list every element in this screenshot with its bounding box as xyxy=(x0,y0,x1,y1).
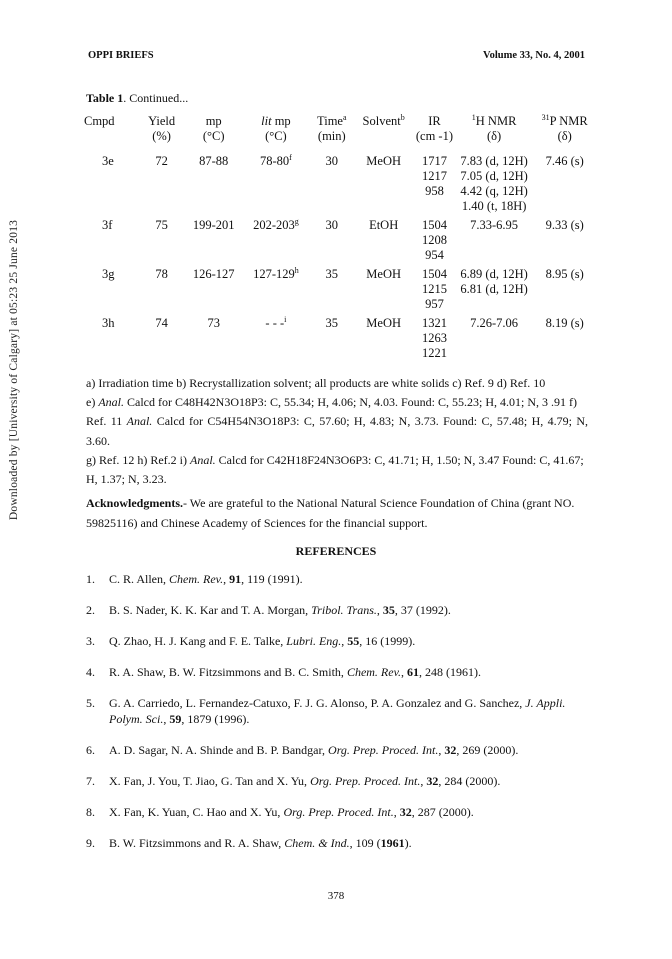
table-header-row xyxy=(84,112,596,129)
col-solvent: Solvent$^b$ xyxy=(362,112,405,128)
reference-item: 7. X. Fan, J. You, T. Jiao, G. Tan and X. Yu, Org. Prep. Proced. Int., 32, 284 (2000). xyxy=(86,774,501,788)
cell-mp: 87-88 xyxy=(199,154,229,168)
references-heading: REFERENCES xyxy=(295,544,377,558)
cell-cmpd: 3f xyxy=(102,218,113,232)
data-table xyxy=(84,112,596,361)
col-ir: IR xyxy=(428,114,441,128)
cell-ir: 1321 1263 1221 xyxy=(421,316,447,360)
table-caption: Table 1. Continued... xyxy=(86,91,189,105)
cell-h-nmr: 7.26-7.06 xyxy=(470,316,519,330)
col-mp: mp xyxy=(205,114,222,128)
acknowledgments: Acknowledgments.- We are grateful to the National Natural Science Foundation of China (grant NO. 59825116) and Chinese Academy of Sciences for the financial support. xyxy=(86,496,575,530)
col-cmpd: Cmpd xyxy=(84,114,115,128)
cell-lit-mp: 78-80$^f$ xyxy=(259,152,292,168)
table-row xyxy=(84,214,596,263)
reference-item: 6. A. D. Sagar, N. A. Shinde and B. P. Bandgar, Org. Prep. Proced. Int., 32, 269 (2000). xyxy=(86,743,519,757)
cell-time: 30 xyxy=(325,218,339,232)
cell-yield: 75 xyxy=(155,218,168,232)
reference-item: 9. B. W. Fitzsimmons and R. A. Shaw, Chem. & Ind., 109 (1961). xyxy=(86,836,412,850)
cell-yield: 74 xyxy=(155,316,168,330)
running-header-left: OPPI BRIEFS xyxy=(88,50,154,61)
reference-item: 3. Q. Zhao, H. J. Kang and F. E. Talke, Lubri. Eng., 55, 16 (1999). xyxy=(86,634,416,648)
cell-h-nmr: 7.83 (d, 12H) 7.05 (d, 12H) 4.42 (q, 12H) 1.40 (t, 18H) xyxy=(460,154,528,213)
cell-time: 35 xyxy=(325,267,339,281)
reference-item: 2. B. S. Nader, K. K. Kar and T. A. Morgan, Tribol. Trans., 35, 37 (1992). xyxy=(86,603,451,617)
table-footnotes: a) Irradiation time b) Recrystallization solvent; all products are white solids c) Ref. 9 d) Ref. 10 e) Anal. Calcd for C48H42N3O18P3: C, 55.34; H, 4.06; N, 4.03. Found: C, 55.23; H, 4.01; N, 3 .91 f) Ref. 11 Anal. Calcd for C54H54N3O18P3: C, 57.60; H, 4.83; N, 3.73. Found: C, 57.48; H, 4.79; N, 3.60. g) Ref. 12 h) Ref.2 i) Anal. Calcd for C42H18F24N3O6P3: C, 41.71; H, 1.50; N, 3.47 Found: C, 41.67; H, 1.37; N, 3.23. xyxy=(86,376,588,487)
col-yield: Yield xyxy=(148,114,176,128)
table-units-row: (%) (°C) (°C) (min) (cm -1) (δ) (δ) xyxy=(152,129,572,143)
cell-mp: 199-201 xyxy=(192,218,235,232)
reference-item: 8. X. Fan, K. Yuan, C. Hao and X. Yu, Org. Prep. Proced. Int., 32, 287 (2000). xyxy=(86,805,474,819)
cell-p-nmr: 9.33 (s) xyxy=(545,218,584,232)
reference-item: 4. R. A. Shaw, B. W. Fitzsimmons and B. C. Smith, Chem. Rev., 61, 248 (1961). xyxy=(86,665,482,679)
col-p-nmr: $^{31}$P NMR xyxy=(541,112,588,128)
cell-solvent: EtOH xyxy=(369,218,399,232)
cell-solvent: MeOH xyxy=(366,316,402,330)
cell-time: 30 xyxy=(325,154,339,168)
reference-item: 5. G. A. Carriedo, L. Fernandez-Catuxo, F. J. G. Alonso, P. A. Gonzalez and G. Sanchez, J. Appli. Polym. Sci., 59, 1879 (1996). xyxy=(86,696,566,726)
cell-p-nmr: 7.46 (s) xyxy=(545,154,584,168)
cell-p-nmr: 8.19 (s) xyxy=(545,316,584,330)
cell-cmpd: 3h xyxy=(102,316,115,330)
cell-ir: 1504 1215 957 xyxy=(421,267,447,311)
cell-p-nmr: 8.95 (s) xyxy=(545,267,584,281)
col-h-nmr: $^1$H NMR xyxy=(471,112,517,128)
table-row xyxy=(84,150,596,214)
cell-cmpd: 3g xyxy=(102,267,115,281)
cell-cmpd: 3e xyxy=(102,154,114,168)
cell-lit-mp: 202-203$^g$ xyxy=(253,216,299,232)
cell-h-nmr: 7.33-6.95 xyxy=(470,218,519,232)
cell-time: 35 xyxy=(325,316,339,330)
cell-solvent: MeOH xyxy=(366,154,402,168)
cell-lit-mp: - - -$^i$ xyxy=(265,314,287,330)
cell-ir: 1504 1208 954 xyxy=(421,218,447,262)
table-row xyxy=(84,312,596,361)
cell-lit-mp: 127-129$^h$ xyxy=(253,265,299,281)
cell-solvent: MeOH xyxy=(366,267,402,281)
cell-yield: 78 xyxy=(155,267,168,281)
table-row xyxy=(84,263,596,312)
col-lit-mp: lit mp xyxy=(261,114,291,128)
download-watermark: Downloaded by [University of Calgary] at 05:23 25 June 2013 xyxy=(8,219,20,521)
running-header-right: Volume 33, No. 4, 2001 xyxy=(483,50,585,61)
cell-mp: 73 xyxy=(207,316,220,330)
cell-ir: 1717 1217 958 xyxy=(421,154,447,198)
cell-yield: 72 xyxy=(155,154,168,168)
cell-h-nmr: 6.89 (d, 12H) 6.81 (d, 12H) xyxy=(460,267,528,296)
col-time: Time$^a$ xyxy=(317,112,347,128)
cell-mp: 126-127 xyxy=(192,267,235,281)
reference-item: 1. C. R. Allen, Chem. Rev., 91, 119 (1991). xyxy=(86,572,303,586)
page-number: 378 xyxy=(327,890,345,902)
reference-list xyxy=(86,571,590,866)
